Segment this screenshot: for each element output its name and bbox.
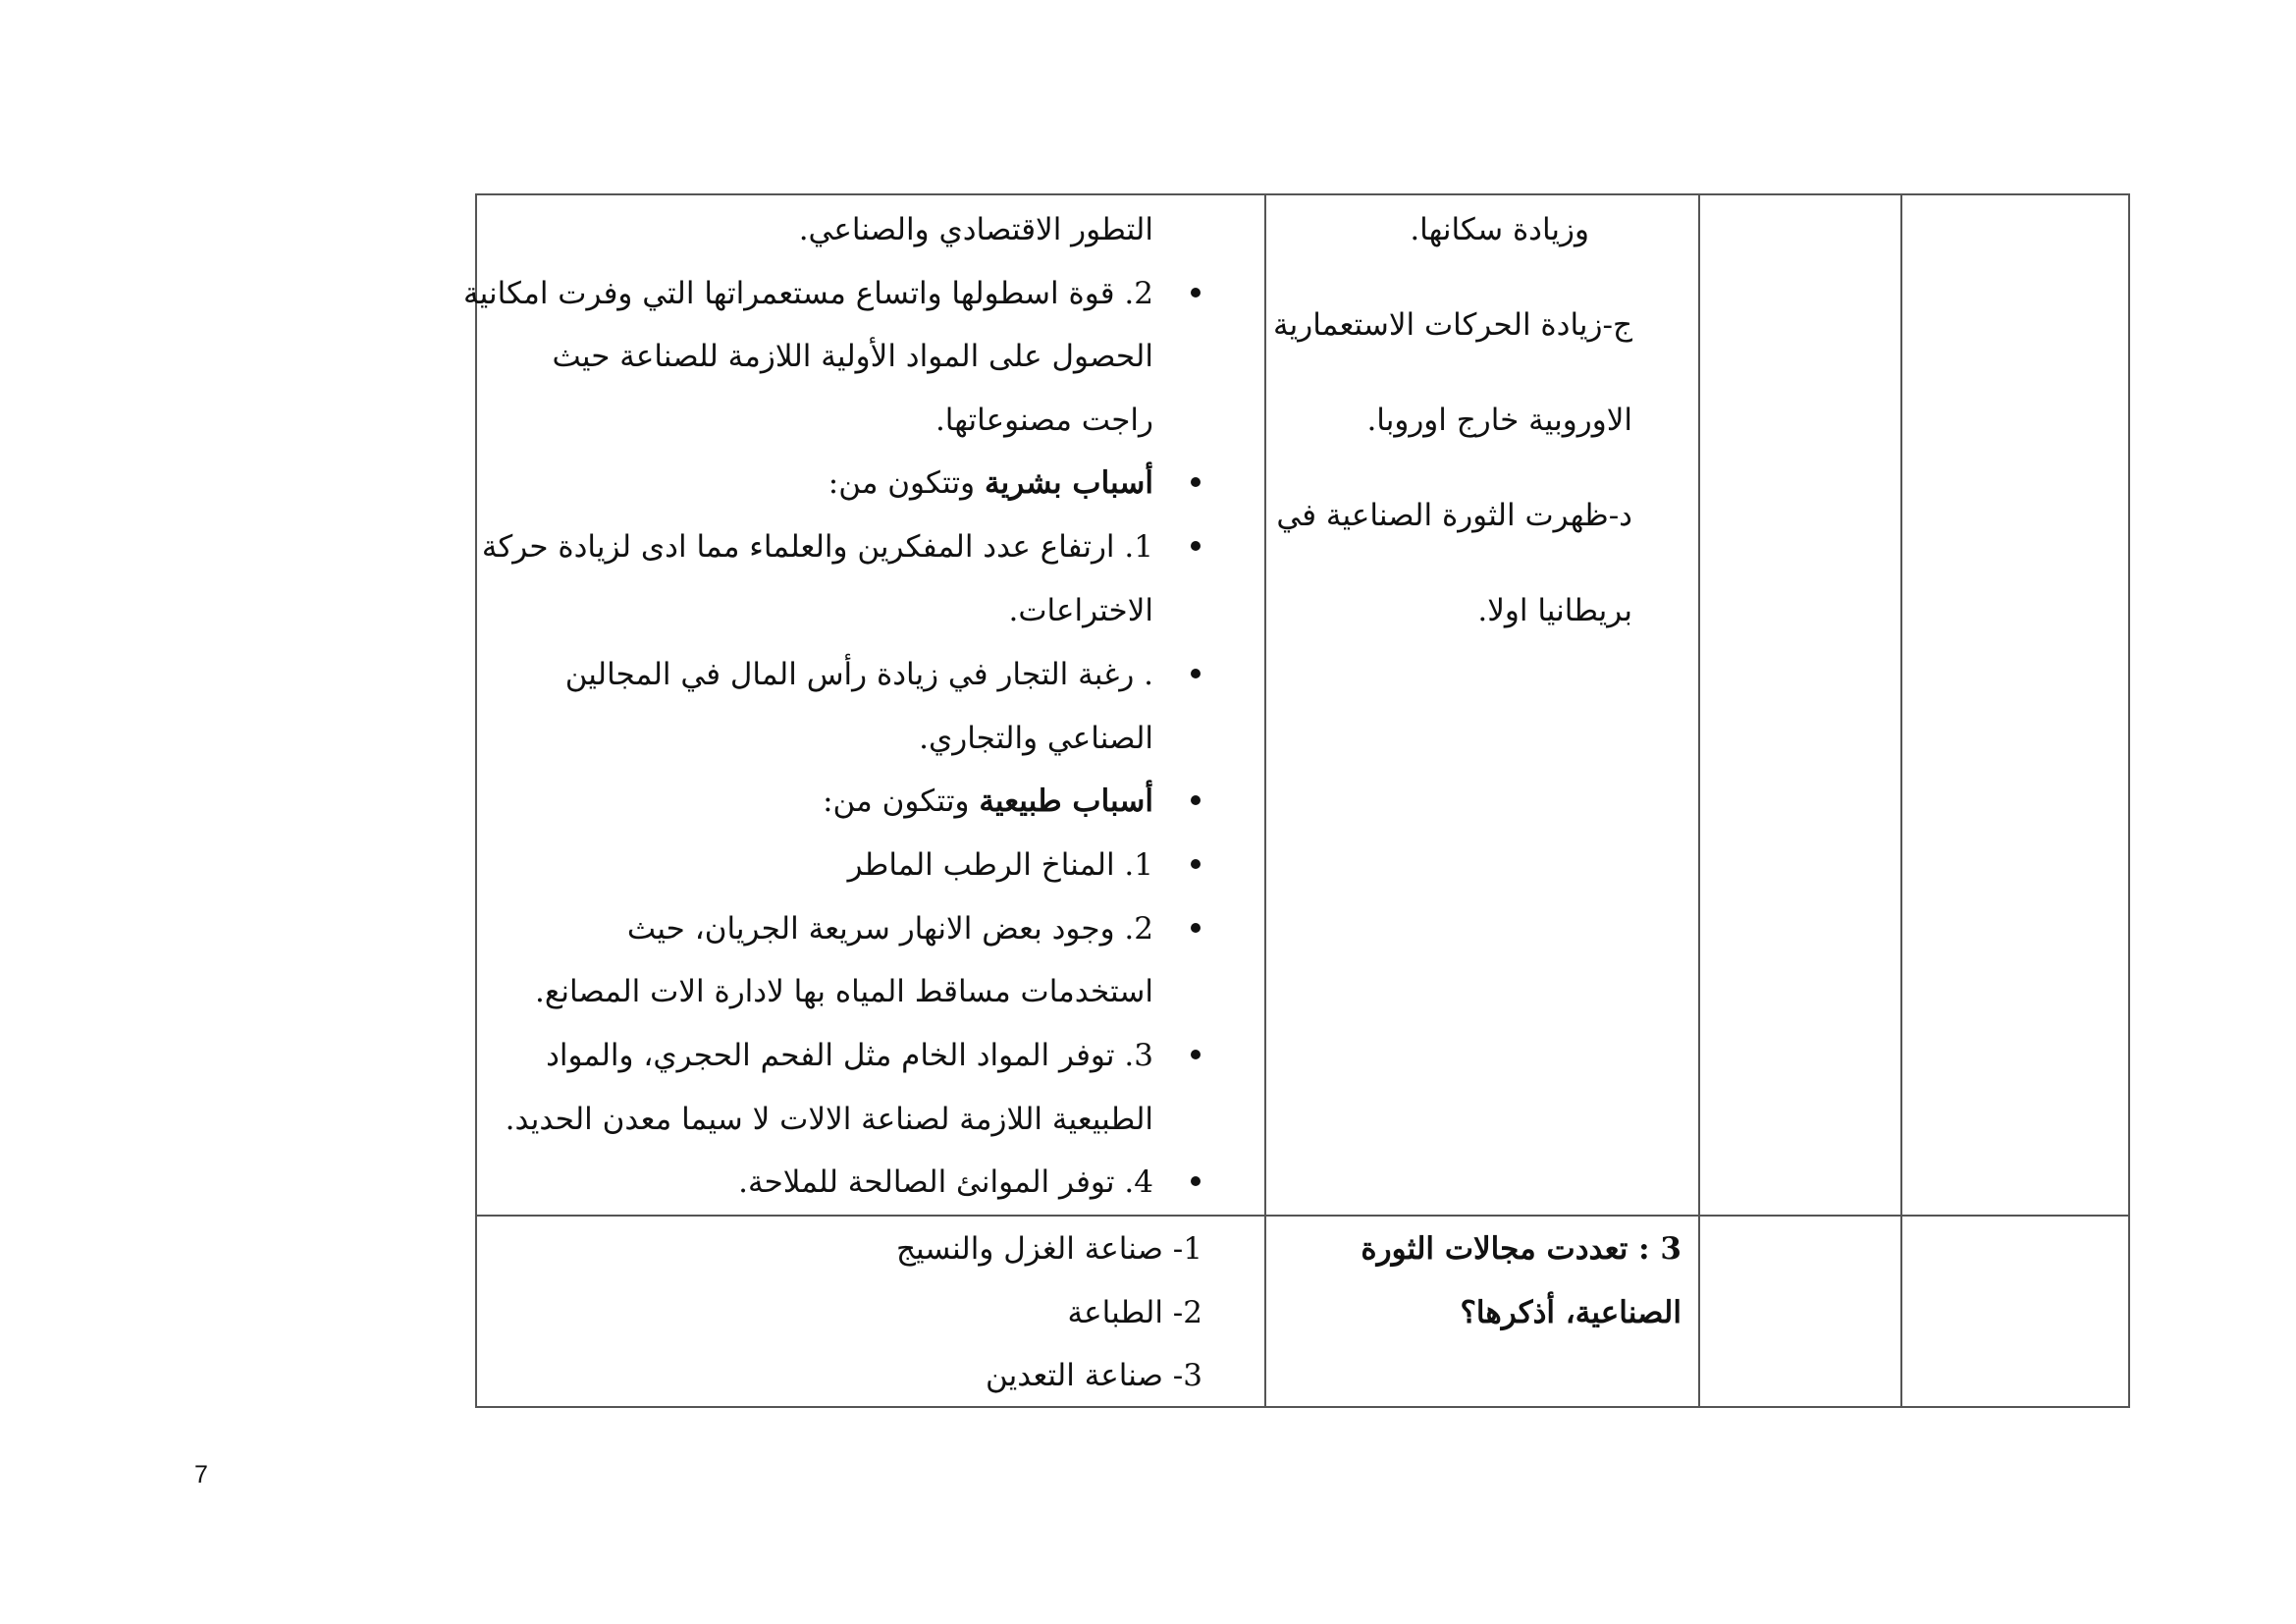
bullet-icon: [1191, 541, 1201, 551]
list-item: 2- الطباعة: [1067, 1295, 1202, 1330]
table-col-divider-2: [1698, 193, 1700, 1408]
answer-line: الاختراعات.: [1008, 593, 1153, 628]
cell-line: وزيادة سكانها.: [1410, 212, 1589, 247]
section-heading-human-causes: أسباب بشرية وتتكون من:: [828, 465, 1153, 501]
bullet-icon: [1191, 859, 1201, 869]
question-text: الصناعية، أذكرها؟: [1460, 1295, 1682, 1330]
bullet-icon: [1191, 477, 1201, 487]
list-item: 1- صناعة الغزل والنسيج: [895, 1231, 1202, 1267]
section-heading-natural-causes: أسباب طبيعية وتتكون من:: [823, 784, 1153, 819]
answer-line: 2. وجود بعض الانهار سريعة الجريان، حيث: [626, 911, 1153, 947]
cell-line: بريطانيا اولا.: [1477, 593, 1632, 628]
table-top-border: [475, 193, 2130, 195]
table-col-divider-1: [1264, 193, 1266, 1408]
answer-line: 4. توفر الموانئ الصالحة للملاحة.: [738, 1164, 1153, 1200]
table-row-divider: [475, 1215, 2130, 1217]
bullet-icon: [1191, 1050, 1201, 1059]
table-bottom-border: [475, 1406, 2130, 1408]
bullet-icon: [1191, 923, 1201, 933]
answer-line: . رغبة التجار في زيادة رأس المال في المجالين: [564, 657, 1153, 692]
answer-line: الصناعي والتجاري.: [919, 721, 1153, 756]
answer-line: 1. المناخ الرطب الماطر: [847, 847, 1153, 883]
cell-line: ج-زيادة الحركات الاستعمارية: [1272, 307, 1632, 343]
answer-line: استخدمات مساقط المياه بها لادارة الات المصانع.: [535, 974, 1153, 1009]
table-right-border: [2128, 193, 2130, 1408]
answer-line: 2. قوة اسطولها واتساع مستعمراتها التي وفرت امكانية: [463, 276, 1153, 311]
answer-line: 1. ارتفاع عدد المفكرين والعلماء مما ادى لزيادة حركة: [481, 529, 1153, 565]
bullet-icon: [1191, 288, 1201, 298]
table-col-divider-3: [1900, 193, 1902, 1408]
bullet-icon: [1191, 795, 1201, 805]
answer-line: الحصول على المواد الأولية اللازمة للصناعة حيث: [552, 339, 1153, 374]
answer-line: 3. توفر المواد الخام مثل الفحم الحجري، والمواد: [546, 1038, 1153, 1073]
cell-line: د-ظهرت الثورة الصناعية في: [1276, 498, 1632, 533]
list-item: 3- صناعة التعدين: [985, 1358, 1202, 1393]
bullet-icon: [1191, 669, 1201, 678]
bullet-icon: [1191, 1176, 1201, 1186]
answer-line: راجت مصنوعاتها.: [934, 403, 1153, 438]
answer-line: التطور الاقتصادي والصناعي.: [798, 212, 1153, 247]
page-number: 7: [194, 1461, 208, 1489]
cell-line: الاوروبية خارج اوروبا.: [1366, 403, 1632, 438]
answer-line: الطبيعية اللازمة لصناعة الالات لا سيما معدن الحديد.: [505, 1102, 1153, 1137]
question-text: 3 : تعددت مجالات الثورة: [1361, 1231, 1682, 1267]
table-left-border: [475, 193, 477, 1408]
